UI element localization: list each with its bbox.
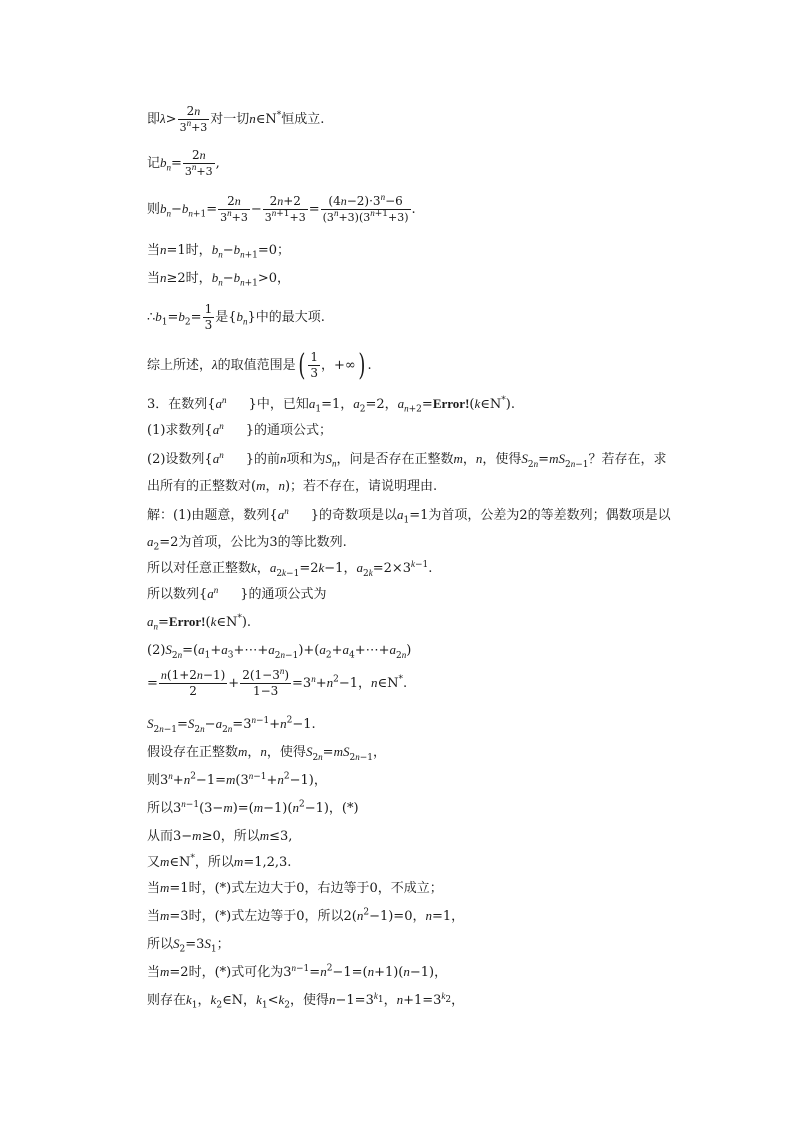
solution-2: 所以对任意正整数k，$a_{2k-1}=2k-1$，$a_{2k}=2\times 3^{k-1}$.: [147, 558, 433, 579]
solution-12: 又m∈N*，所以m=1,2,3.: [147, 853, 292, 870]
solution-17: 则存在$k_1$，$k_2\in N$，$k_1<k_2$，使得$n-1=3^{k_1}$，$n+1=3^{k_2}$，: [147, 990, 465, 1011]
solution-13: 当m=1时，(*)式左边大于0，右边等于0，不成立；: [147, 880, 443, 896]
line-5: 当n≥2时，$b_n-b_{n+1}>0$，: [147, 270, 291, 289]
solution-14: 当m=3时，(*)式左边等于0，所以$2(n^2-1)=0$，n=1，: [147, 907, 465, 924]
solution-15: 所以$S_2=3S_1$；: [147, 936, 230, 955]
solution-1: 解：(1)由题意，数列{$a^n$ }的奇数项是以$a_1=1$为首项，公差为2的等差数列；偶数项是以$a_2=2$为首项，公比为3的等比数列.: [147, 505, 671, 553]
solution-3: 所以数列{$a^n$ }的通项公式为: [147, 584, 327, 602]
solution-5: $(2)S_{2n}=(a_1+a_3+\cdots+a_{2n-1})+(a_2+a_4+\cdots+a_{2n})$: [147, 642, 412, 661]
line-4: 当n=1时，$b_n-b_{n+1}=0$；: [147, 242, 291, 261]
solution-6: = $\frac{n(1+2n-1)}{2}$ + $\frac{2(1-3^n)}{1-3}$ $=3^n+n^2-1$，n∈N*.: [147, 666, 408, 698]
solution-10: 所以$3^{n-1}(3-m)=(m-1)(n^2-1)$，(*): [147, 798, 359, 816]
line-1: 即λ> $\frac{2n}{3^n+3}$ 对一切n∈N*恒成立.: [147, 104, 325, 134]
problem-3-part-1: (1)求数列{$a^n$ }的通项公式；: [147, 420, 332, 438]
solution-4: $a_n=Error!(k\in N^*)$.: [147, 613, 252, 632]
solution-11: 从而3−m≥0，所以m≤3,: [147, 828, 293, 844]
solution-7: $S_{2n-1}=S_{2n}-a_{2n}=3^{n-1}+n^2-1$.: [147, 714, 316, 735]
line-3: 则$b_n-b_{n+1}=$ $\frac{2n}{3^n+3}$ − $\frac{2n+2}{3^{n+1}+3}$ = $\frac{(4n-2)\cdot 3^n-6}{(3^n+3)(3^{n+1}+3)}$ .: [147, 192, 416, 224]
line-2: 记$b_n=$ $\frac{2n}{3^n+3}$ ,: [147, 148, 220, 178]
line-7: 综上所述，λ的取值范围是( $\frac{1}{3}$ ，+∞) .: [147, 347, 372, 383]
line-6: $\therefore b_1=b_2=$ $\frac{1}{3}$ 是$\{b_n\}$中的最大项.: [147, 302, 325, 332]
solution-9: 则$3^n+n^2-1=m(3^{n-1}+n^2-1)$，: [147, 770, 327, 788]
problem-3-part-2: (2)设数列{$a^n$ }的前n项和为$S_n$，问是否存在正整数m，n，使得$S_{2n}=mS_{2n-1}$？若存在，求出所有的正整数对(m，n)；若不存在，请说明理由.: [147, 449, 667, 494]
solution-16: 当m=2时，(*)式可化为$3^{n-1}=n^2-1=(n+1)(n-1)$，: [147, 962, 448, 980]
solution-8: 假设存在正整数m，n，使得$S_{2n}=mS_{2n-1}$，: [147, 744, 386, 763]
problem-3: 3．在数列{$a^n$ }中，已知$a_1=1$，$a_2=2$，$a_{n+2}=Error!(k\in N^*)$.: [147, 394, 515, 415]
